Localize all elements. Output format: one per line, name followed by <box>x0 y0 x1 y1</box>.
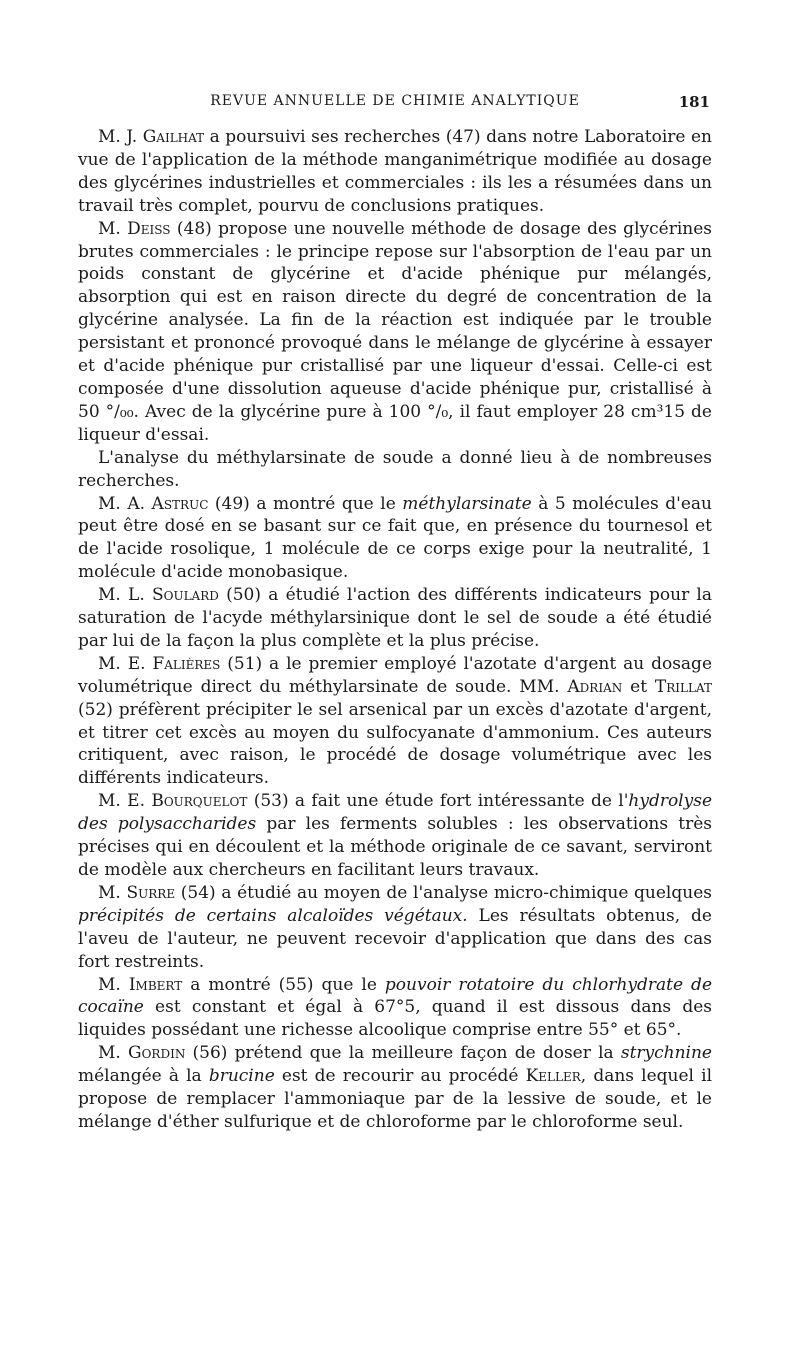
author-name: Trillat <box>654 676 712 697</box>
author-name: Bourquelot <box>151 791 248 812</box>
author-name: Falières <box>152 653 221 674</box>
paragraph-gailhat <box>78 126 712 218</box>
paragraph-text: par les ferments solubles : les observations très précises qui en découlent et la méthode originale de ce savant, serviront de modèle aux chercheurs en facilitant leurs travaux. <box>78 814 712 880</box>
paragraph-gordin <box>78 1042 712 1134</box>
author-initials: M. A. <box>98 493 152 514</box>
italic-term: hydrolyse des polysaccharides <box>78 791 713 835</box>
paragraph-text: (52) préfèrent précipiter le sel arsenical par un excès d'azotate d'argent, et titrer cet excès au moyen du sulfocyanate d'ammonium. Ces auteurs critiquent, avec raison, le procédé de dosage volumétrique avec les différents indicateurs. <box>78 699 712 789</box>
paragraph-text: Les résultats obtenus, de l'aveu de l'auteur, ne peuvent recevoir d'application que dans des cas fort restreints. <box>78 905 712 972</box>
author-name: Gordin <box>128 1043 186 1064</box>
italic-term: précipités de certains alcaloïdes végétaux. <box>78 905 468 926</box>
paragraph-imbert <box>78 974 712 1043</box>
author-initials: M. J. <box>98 127 143 147</box>
paragraph-text: (50) a étudié l'action des différents indicateurs pour la saturation de l'acyde méthylarsinique dont le sel de soude a été étudié par lui de la façon la plus complète et la plus précise. <box>78 585 713 651</box>
paragraph-text: est constant et égal à 67°5, quand il est dissous dans des liquides possédant une richesse alcoolique comprise entre 55° et 65°. <box>78 997 712 1041</box>
author-name: Adrian <box>567 676 623 697</box>
paragraph-text: (53) a fait une étude fort intéressante de l' <box>247 791 629 812</box>
italic-term: méthylarsinate <box>402 493 532 514</box>
author-name: Imbert <box>128 974 183 995</box>
paragraph-text: mélangée à la <box>78 1066 209 1087</box>
author-initials: M. E. <box>98 653 153 674</box>
author-initials: M. <box>98 882 127 903</box>
author-name: Keller <box>525 1066 581 1087</box>
paragraph-methylarsinate-intro <box>78 447 712 493</box>
paragraph-text: (49) a montré que le <box>208 493 403 514</box>
page-header <box>80 93 710 115</box>
paragraph-text: (51) a le premier employé l'azotate d'argent au dosage volumétrique direct du méthylarsinate de soude. MM. <box>78 653 713 697</box>
italic-term: brucine <box>208 1066 275 1087</box>
paragraph-text: L'analyse du méthylarsinate de soude a donné lieu à de nombreuses recherches. <box>78 447 712 491</box>
italic-term: strychnine <box>620 1043 712 1064</box>
paragraph-text: (54) a étudié au moyen de l'analyse micro-chimique quelques <box>175 882 712 903</box>
author-name: Astruc <box>151 493 209 514</box>
paragraph-text: à 5 molécules d'eau peut être dosé en se basant sur ce fait que, en présence du tournesol et de l'acide rosolique, 1 molécule de ce corps exige pour la neutralité, 1 molécule d'acide monobasique. <box>78 493 712 583</box>
paragraph-text: (48) propose une nouvelle méthode de dosage des glycérines brutes commerciales : le principe repose sur l'absorption de l'eau par un poids constant de glycérine et d'acide phénique pur mélangés, absorption qui est en raison directe du degré de concentration de la glycérine analysée. La fin de la réaction est indiquée par le trouble persistant et prononcé provoqué dans le mélange de glycérine à essayer et d'acide phénique pur cristallisé par une liqueur d'essai. Celle-ci est composée d'une dissolution aqueuse d'acide phénique pur, cristallisé à 50 °/₀₀. Avec de la glycérine pure à 100 °/₀, il faut employer 28 cm³15 de liqueur d'essai. <box>78 218 712 445</box>
author-name: Deiss <box>127 218 171 239</box>
paragraph-surre <box>78 882 712 974</box>
author-initials: M. E. <box>98 791 152 812</box>
author-name: Gailhat <box>142 127 205 147</box>
author-initials: M. <box>98 1043 129 1064</box>
author-name: Soulard <box>151 585 219 606</box>
author-initials: M. <box>98 974 129 995</box>
paragraph-bourquelot <box>78 790 712 882</box>
body-text <box>78 126 712 1134</box>
author-name: Surre <box>126 882 176 903</box>
running-title: REVUE ANNUELLE DE CHIMIE ANALYTIQUE <box>210 93 580 109</box>
paragraph-text: et <box>622 676 655 697</box>
author-initials: M. L. <box>98 585 152 606</box>
paragraph-soulard <box>78 584 712 653</box>
author-initials: M. <box>98 218 128 239</box>
paragraph-text: (56) prétend que la meilleure façon de doser la <box>185 1043 621 1064</box>
paragraph-falieres <box>78 653 712 790</box>
paragraph-text: a montré (55) que le <box>182 974 385 995</box>
paragraph-text: est de recourir au procédé <box>274 1066 526 1087</box>
page-number: 181 <box>678 93 710 111</box>
paragraph-deiss <box>78 218 712 447</box>
paragraph-text: , dans lequel il propose de remplacer l'ammoniaque par de la lessive de soude, et le mélange d'éther sulfurique et de chloroforme par le chloroforme seul. <box>78 1066 713 1132</box>
italic-term: pouvoir rotatoire du chlorhydrate de cocaïne <box>78 974 713 1018</box>
paragraph-text: a poursuivi ses recherches (47) dans notre Laboratoire en vue de l'application de la méthode manganimétrique modifiée au dosage des glycérines industrielles et commerciales : ils les a résumées dans un travail très complet, pourvu de conclusions pratiques. <box>78 127 712 216</box>
paragraph-astruc <box>78 493 712 585</box>
